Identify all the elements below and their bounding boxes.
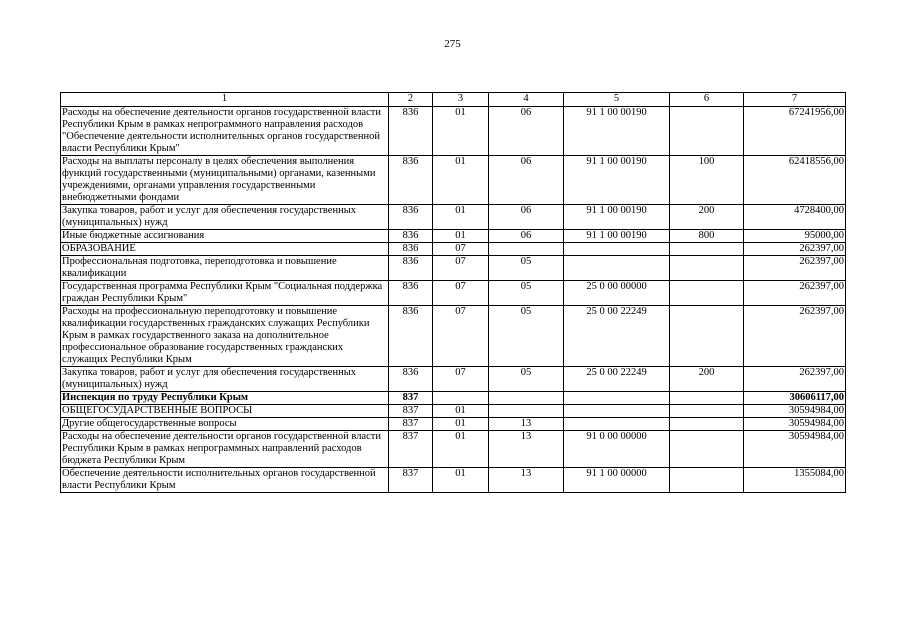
column-header: 2 xyxy=(389,93,433,107)
row-section-cell: 07 xyxy=(433,281,489,306)
row-expense-type-cell xyxy=(670,107,744,156)
row-ministry-code-cell: 837 xyxy=(389,392,433,405)
row-expense-type-cell xyxy=(670,243,744,256)
row-name-cell: Расходы на обеспечение деятельности органов государственной власти Республики Крым в рамках непрограммных направлений расходов бюджета Республики Крым xyxy=(61,431,389,468)
table-row xyxy=(61,256,846,281)
row-amount-cell: 262397,00 xyxy=(744,256,846,281)
row-subsection-cell: 05 xyxy=(489,367,564,392)
row-subsection-cell: 05 xyxy=(489,281,564,306)
row-amount-cell: 262397,00 xyxy=(744,367,846,392)
table-row xyxy=(61,205,846,230)
row-section-cell: 01 xyxy=(433,107,489,156)
row-expense-type-cell xyxy=(670,431,744,468)
row-amount-cell: 30594984,00 xyxy=(744,418,846,431)
row-target-article-cell xyxy=(564,392,670,405)
column-header: 6 xyxy=(670,93,744,107)
row-name-cell: Государственная программа Республики Крым "Социальная поддержка граждан Республики Крым" xyxy=(61,281,389,306)
row-subsection-cell: 05 xyxy=(489,256,564,281)
row-amount-cell: 262397,00 xyxy=(744,306,846,367)
row-amount-cell: 262397,00 xyxy=(744,281,846,306)
row-subsection-cell: 13 xyxy=(489,468,564,493)
row-ministry-code-cell: 836 xyxy=(389,107,433,156)
row-target-article-cell: 91 0 00 00000 xyxy=(564,431,670,468)
table-row xyxy=(61,230,846,243)
column-header: 7 xyxy=(744,93,846,107)
row-section-cell: 07 xyxy=(433,243,489,256)
table-row xyxy=(61,107,846,156)
row-name-cell: Закупка товаров, работ и услуг для обеспечения государственных (муниципальных) нужд xyxy=(61,367,389,392)
row-ministry-code-cell: 837 xyxy=(389,431,433,468)
table-row xyxy=(61,367,846,392)
row-subsection-cell: 13 xyxy=(489,431,564,468)
row-name-cell: Профессиональная подготовка, переподготовка и повышение квалификации xyxy=(61,256,389,281)
row-section-cell: 07 xyxy=(433,306,489,367)
row-name-cell: Расходы на обеспечение деятельности органов государственной власти Республики Крым в рамках непрограммного направления расходов "Обеспечение деятельности исполнительных органов государственной власти Республики Крым" xyxy=(61,107,389,156)
row-subsection-cell: 06 xyxy=(489,230,564,243)
row-target-article-cell xyxy=(564,243,670,256)
table-row xyxy=(61,468,846,493)
table-row xyxy=(61,431,846,468)
row-name-cell: Закупка товаров, работ и услуг для обеспечения государственных (муниципальных) нужд xyxy=(61,205,389,230)
row-section-cell: 07 xyxy=(433,256,489,281)
row-ministry-code-cell: 837 xyxy=(389,405,433,418)
row-target-article-cell xyxy=(564,418,670,431)
row-amount-cell: 30594984,00 xyxy=(744,405,846,418)
budget-table xyxy=(60,92,846,493)
row-amount-cell: 1355084,00 xyxy=(744,468,846,493)
row-section-cell xyxy=(433,392,489,405)
row-target-article-cell: 91 1 00 00190 xyxy=(564,107,670,156)
row-subsection-cell xyxy=(489,243,564,256)
row-ministry-code-cell: 836 xyxy=(389,306,433,367)
row-section-cell: 01 xyxy=(433,431,489,468)
row-ministry-code-cell: 836 xyxy=(389,256,433,281)
row-ministry-code-cell: 836 xyxy=(389,230,433,243)
row-ministry-code-cell: 836 xyxy=(389,281,433,306)
row-expense-type-cell xyxy=(670,256,744,281)
row-name-cell: ОБРАЗОВАНИЕ xyxy=(61,243,389,256)
row-name-cell: Инспекция по труду Республики Крым xyxy=(61,392,389,405)
row-ministry-code-cell: 836 xyxy=(389,243,433,256)
row-amount-cell: 67241956,00 xyxy=(744,107,846,156)
row-expense-type-cell xyxy=(670,405,744,418)
row-section-cell: 07 xyxy=(433,367,489,392)
row-section-cell: 01 xyxy=(433,468,489,493)
table-row xyxy=(61,392,846,405)
table-header-row xyxy=(61,93,846,107)
row-subsection-cell xyxy=(489,405,564,418)
row-ministry-code-cell: 837 xyxy=(389,418,433,431)
table-row xyxy=(61,306,846,367)
row-section-cell: 01 xyxy=(433,405,489,418)
row-name-cell: Иные бюджетные ассигнования xyxy=(61,230,389,243)
row-subsection-cell xyxy=(489,392,564,405)
row-section-cell: 01 xyxy=(433,156,489,205)
column-header: 1 xyxy=(61,93,389,107)
row-ministry-code-cell: 837 xyxy=(389,468,433,493)
table-row xyxy=(61,156,846,205)
row-name-cell: Обеспечение деятельности исполнительных органов государственной власти Республики Крым xyxy=(61,468,389,493)
row-expense-type-cell: 200 xyxy=(670,367,744,392)
row-ministry-code-cell: 836 xyxy=(389,156,433,205)
row-amount-cell: 262397,00 xyxy=(744,243,846,256)
row-name-cell: Другие общегосударственные вопросы xyxy=(61,418,389,431)
row-amount-cell: 30594984,00 xyxy=(744,431,846,468)
row-section-cell: 01 xyxy=(433,230,489,243)
row-name-cell: ОБЩЕГОСУДАРСТВЕННЫЕ ВОПРОСЫ xyxy=(61,405,389,418)
row-expense-type-cell xyxy=(670,392,744,405)
table-row xyxy=(61,418,846,431)
table-row xyxy=(61,243,846,256)
row-expense-type-cell: 800 xyxy=(670,230,744,243)
row-expense-type-cell xyxy=(670,281,744,306)
row-section-cell: 01 xyxy=(433,418,489,431)
row-subsection-cell: 06 xyxy=(489,107,564,156)
row-target-article-cell xyxy=(564,256,670,281)
column-header: 3 xyxy=(433,93,489,107)
row-target-article-cell xyxy=(564,405,670,418)
column-header: 5 xyxy=(564,93,670,107)
row-amount-cell: 30606117,00 xyxy=(744,392,846,405)
row-section-cell: 01 xyxy=(433,205,489,230)
row-target-article-cell: 91 1 00 00000 xyxy=(564,468,670,493)
row-subsection-cell: 13 xyxy=(489,418,564,431)
row-name-cell: Расходы на профессиональную переподготовку и повышение квалификации государственных гражданских служащих Республики Крым в рамках государственного заказа на дополнительное профессиональное образование государственных гражданских служащих Республики Крым xyxy=(61,306,389,367)
row-target-article-cell: 91 1 00 00190 xyxy=(564,230,670,243)
row-expense-type-cell xyxy=(670,418,744,431)
row-subsection-cell: 06 xyxy=(489,156,564,205)
row-ministry-code-cell: 836 xyxy=(389,205,433,230)
row-amount-cell: 62418556,00 xyxy=(744,156,846,205)
table-row xyxy=(61,405,846,418)
row-expense-type-cell: 200 xyxy=(670,205,744,230)
row-target-article-cell: 25 0 00 22249 xyxy=(564,367,670,392)
row-target-article-cell: 91 1 00 00190 xyxy=(564,205,670,230)
table-row xyxy=(61,281,846,306)
row-expense-type-cell xyxy=(670,468,744,493)
row-amount-cell: 95000,00 xyxy=(744,230,846,243)
row-expense-type-cell xyxy=(670,306,744,367)
row-name-cell: Расходы на выплаты персоналу в целях обеспечения выполнения функций государственными (муниципальными) органами, казенными учреждениями, органами управления государственными внебюджетными фондами xyxy=(61,156,389,205)
row-expense-type-cell: 100 xyxy=(670,156,744,205)
row-target-article-cell: 91 1 00 00190 xyxy=(564,156,670,205)
row-ministry-code-cell: 836 xyxy=(389,367,433,392)
row-target-article-cell: 25 0 00 00000 xyxy=(564,281,670,306)
row-target-article-cell: 25 0 00 22249 xyxy=(564,306,670,367)
page-number: 275 xyxy=(444,38,461,50)
row-subsection-cell: 06 xyxy=(489,205,564,230)
row-amount-cell: 4728400,00 xyxy=(744,205,846,230)
table-body xyxy=(61,107,846,493)
column-header: 4 xyxy=(489,93,564,107)
row-subsection-cell: 05 xyxy=(489,306,564,367)
